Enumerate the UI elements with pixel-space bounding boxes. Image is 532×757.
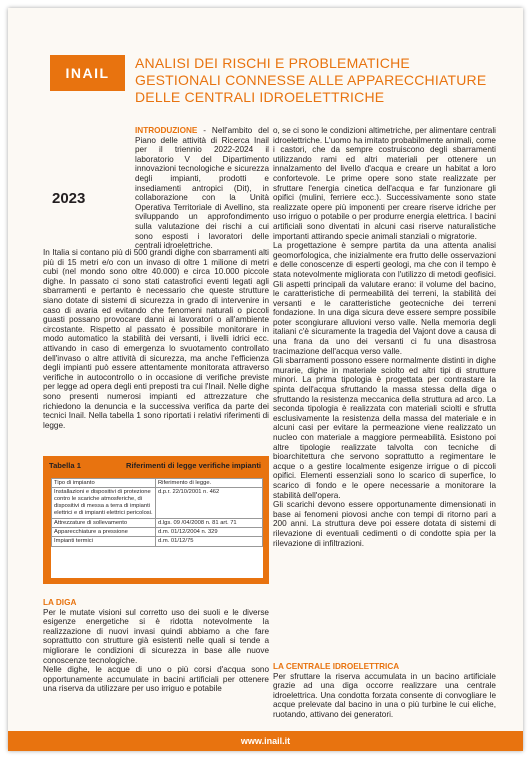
intro-label: INTRODUZIONE (135, 126, 198, 135)
document-page (8, 8, 523, 751)
table-row (52, 519, 263, 528)
right-paragraph-1: o, se ci sono le condizioni altimetriche, per alimentare centrali idroelettriche. L'uomo ha imitato probabilmente animali, come i castori, che da sempre costruiscono degli sbarramenti utilizzando rami ed altri materiali per ottenere un innalzamento del livello d'acqua e creare un habitat a loro confortevole. Le prime opere sono state realizzate per sfruttare l'energia cinetica dell'acqua e far funzionare gli opifici (mulini, ferriere ecc.). Successivamente sono state realizzate opere più imponenti per creare riserve idriche per uso irriguo o potabile o per produrre energia elettrica. I bacini artificiali sono diventati in alcuni casi riserve naturalistiche importanti attirando specie animali stanziali o migratorie. (273, 126, 496, 241)
right-paragraph-3: Gli sbarramenti possono essere normalmente distinti in dighe murarie, dighe in materiale sciolto ed altri tipi di strutture minori. La prima tipologia è progettata per contrastare la spinta dell'acqua sfruttando la massa stessa della diga o sfruttando la resistenza meccanica della struttura ad arco. La seconda tipologia è realizzata con materiali sciolti e sfrutta esclusivamente la resistenza della massa del materiale e in alcuni casi per evitare la permeazione viene realizzato un nucleo con materiale a maggiore permeabilità. Esistono poi altre tipologie realizzate talvolta con tecniche di bioarchitettura che servono soprattutto a regimentare le acque o a gestire localmente esigenze irrigue o di piccoli opifici. Elementi essenziali sono lo scarico di superfice, lo scarico di fondo e le opere necessarie a monitorare la stabilità dell'opera. (273, 356, 496, 500)
intro-paragraph-2 (43, 248, 269, 430)
column-header: Riferimento di legge. (156, 479, 263, 488)
table-cell: d.m. 01/12/2004 n. 329 (156, 528, 263, 537)
table-row (52, 528, 263, 537)
diga-section (43, 598, 269, 694)
column-header: Tipo di impianto (52, 479, 156, 488)
right-paragraph-4: Gli scarichi devono essere opportunamente dimensionati in base ai fenomeni piovosi anche con tempi di ritorno pari a 200 anni. La struttura deve poi essere dotata di sistemi di rilevazione di eventuali cedimenti o di condotte spia per la rilevazione di infiltrazioni. (273, 500, 496, 548)
table-cell: d.p.r. 22/10/2001 n. 462 (156, 488, 263, 519)
title-line-2: GESTIONALI CONNESSE ALLE APPARECCHIATURE (135, 72, 487, 88)
centrale-heading: LA CENTRALE IDROELETTRICA (273, 662, 400, 671)
intro-text-2: In Italia si contano più di 500 grandi dighe con sbarramenti alti più di 15 metri e/o con un invaso di oltre 1 milione di metri cubi (nel mondo sono oltre 40.000) e circa 10.000 piccole dighe. In passato ci sono stati catastrofici eventi legati agli sbarramenti e pertanto è necessario che queste strutture siano dotate di sistemi di sicurezza in grado di intervenire in caso di avaria ed evitando che fenomeni naturali o piccoli guasti possano provocare danni ai lavoratori o all'ambiente circostante. Rispetto al passato è possibile monitorare in modo automatico la stabilità dei versanti, i livelli idrici ecc. attivando in caso di emergenza lo svuotamento controllato dell'invaso o altre attività di sicurezza, ma anche l'efficienza degli impianti può essere attentamente monitorata attraverso verifiche in autocontrollo o in occasione di verifiche previste per legge ad opera degli enti preposti tra cui l'Inail. Nelle dighe sono presenti numerosi impianti ed attrezzature che richiedono la denuncia e la successiva verifica da parte dei tecnici Inail. Nella tabella 1 sono riportati i relativi riferimenti di legge. (43, 248, 269, 430)
table-1-caption: Riferimenti di legge verifiche impianti (126, 461, 262, 470)
diga-heading: LA DIGA (43, 598, 77, 607)
inail-logo: INAIL (50, 55, 125, 91)
right-column (273, 126, 496, 548)
table-cell: Installazioni e dispositivi di protezione contro le scariche atmosferiche, di dispositivi di messa a terra di impianti elettrici e di impianti elettrici pericolosi. (52, 488, 156, 519)
table-cell: d.lgs. 09 /04/2008 n. 81 art. 71 (156, 519, 263, 528)
table-row (52, 488, 263, 519)
intro-paragraph (135, 126, 269, 251)
diga-paragraph-2: Nelle dighe, le acque di uno o più corsi d'acqua sono opportunamente accumulate in bacini artificiali per ottenere una riserva da utilizzare per uso irriguo e potabile (43, 665, 269, 694)
right-paragraph-2: La progettazione è sempre partita da una attenta analisi geomorfologica, che inizialmente era frutto delle osservazioni e delle conoscenze di esperti geologi, ma che con il tempo è stata notevolmente migliorata con l'utilizzo di metodi geofisici. Gli aspetti principali da valutare erano: il volume del bacino, le caratteristiche di permeabilità dei terreni, la stabilità dei versanti e le caratteristiche geotecniche dei terreni fondazione. In una diga sicura deve essere sempre possibile poter scongiurare alluvioni verso valle. Nella memoria degli italiani c'è sicuramente la tragedia del Vajont dove a causa di una frana da uno dei versanti ci fu una disastrosa tracimazione dell'acqua verso valle. (273, 241, 496, 356)
diga-paragraph-1: Per le mutate visioni sul corretto uso dei suoli e le diverse esigenze energetiche si è ridotta notevolmente la realizzazione di nuovi invasi quindi abbiamo a che fare soprattutto con strutture già esistenti nelle quali si tende a migliorare le condizioni di sicurezza in base alle nuove conoscenze tecnologiche. (43, 607, 269, 665)
footer-url[interactable]: www.inail.it (8, 731, 523, 751)
legal-references-table (51, 478, 263, 547)
table-cell: Attrezzature di sollevamento (52, 519, 156, 528)
table-header-row (52, 479, 263, 488)
year-label: 2023 (52, 190, 86, 207)
table-1-header (43, 456, 269, 474)
centrale-section (273, 662, 496, 720)
table-1-label: Tabella 1 (49, 461, 81, 470)
intro-text: - Nell'ambito del Piano delle attività di Ricerca Inail per il triennio 2022-2024 il laboratorio V del Dipartimento innovazioni tecnologiche e sicurezza degli impianti, prodotti e insediamenti antropici (Dit), in collaborazione con la Unità Operativa Territoriale di Avellino, sta sviluppando un approfondimento sulla valutazione dei rischi a cui sono esposti i lavoratori delle centrali idroelettriche. (135, 126, 269, 251)
table-cell: d.m. 01/12/75 (156, 537, 263, 546)
table-1-body (51, 478, 263, 578)
title-line-1: ANALISI DEI RISCHI E PROBLEMATICHE (135, 55, 410, 71)
document-title (135, 55, 505, 106)
centrale-paragraph-1: Per sfruttare la riserva accumulata in un bacino artificiale grazie ad una diga occorre realizzare una centrale idroelettrica. Una condotta forzata consente di convogliare le acque prelevate dal bacino in una o più turbine le cui eliche, ruotando, attivano dei generatori. (273, 671, 496, 719)
table-cell: Impianti termici (52, 537, 156, 546)
title-line-3: DELLE CENTRALI IDROELETTRICHE (135, 89, 385, 105)
table-row (52, 537, 263, 546)
table-cell: Apparecchiature a pressione (52, 528, 156, 537)
table-1-box (43, 456, 269, 584)
